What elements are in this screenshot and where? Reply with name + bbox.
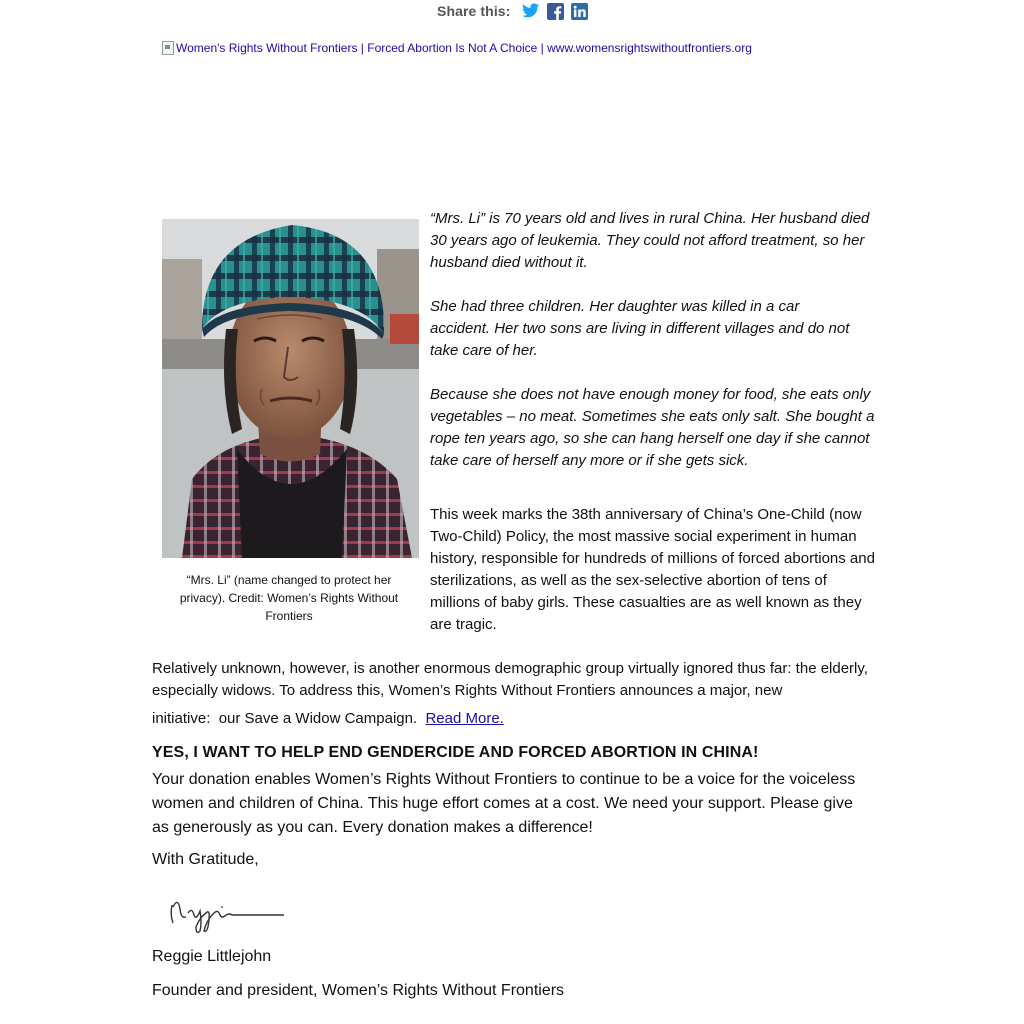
mrs-li-photo [162,219,419,558]
twitter-icon[interactable] [522,2,540,20]
broken-image-icon [162,41,174,55]
anniversary-paragraph: This week marks the 38th anniversary of China’s One-Child (now Two-Child) Policy, the most massive social experiment in human history, responsible for hundreds of millions of forced abortions and sterilizations, as well as the sex-selective abortion of tens of millions of baby girls. These casualties are as well known as they are tragic. [430,506,875,633]
closing-text: With Gratitude, [152,851,259,868]
initiative-line [152,708,874,730]
story-paragraph-1: “Mrs. Li” is 70 years old and lives in rural China. Her husband died 30 years ago of leukemia. They could not afford treatment, so her husband died without it. [430,210,870,271]
share-label: Share this: [437,3,511,19]
share-bar [437,0,594,22]
photo-caption: “Mrs. Li” (name changed to protect her privacy). Credit: Women’s Rights Without Frontiers [179,573,399,623]
elderly-paragraph: Relatively unknown, however, is another enormous demographic group virtually ignored thus far: the elderly, especially widows. To address this, Women’s Rights Without Frontiers announces a major, new [152,660,868,699]
banner-alt-text: Women's Rights Without Frontiers | Forced Abortion Is Not A Choice | www.womensrightswithoutfrontiers.org [176,41,752,55]
read-more-link[interactable]: Read More. [425,710,504,727]
donation-paragraph: Your donation enables Women’s Rights Without Frontiers to continue to be a voice for the voiceless women and children of China. This huge effort comes at a cost. We need your support. Please give as generously as you can. Every donation makes a difference! [152,771,856,836]
initiative-text: initiative: our Save a Widow Campaign. [152,710,426,727]
banner-image-link[interactable] [162,41,752,55]
linkedin-icon[interactable] [570,2,588,20]
signer-name: Reggie Littlejohn [152,948,272,965]
signer-role: Founder and president, Women’s Rights Without Frontiers [152,982,565,999]
appeal-heading: YES, I WANT TO HELP END GENDERCIDE AND FORCED ABORTION IN CHINA! [152,744,759,761]
facebook-icon[interactable] [546,2,564,20]
story-paragraph-3: Because she does not have enough money for food, she eats only vegetables – no meat. Sometimes she eats only salt. She bought a rope ten years ago, so she can hang herself one day if she cannot take care of herself any more or if she gets sick. [430,386,875,469]
story-paragraph-2: She had three children. Her daughter was killed in a car accident. Her two sons are living in different villages and do not take care of her. [430,298,850,359]
signature-image [166,893,288,935]
